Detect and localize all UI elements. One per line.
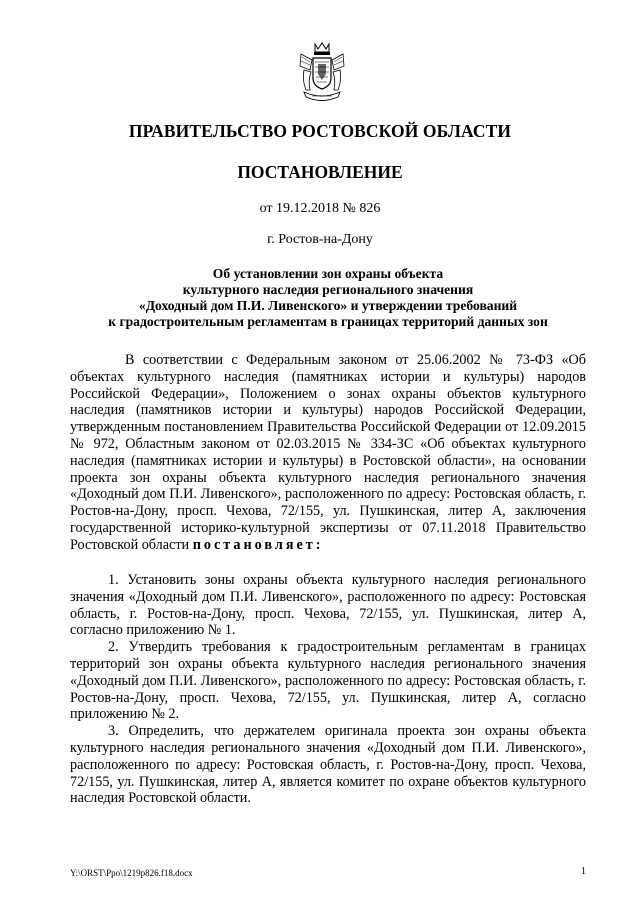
preamble bbox=[70, 352, 586, 554]
file-path: Y:\ORST\Ppo\1219p826.f18.docx bbox=[70, 868, 193, 878]
title-line: культурного наследия регионального значения bbox=[182, 282, 474, 297]
government-name: ПРАВИТЕЛЬСТВО РОСТОВСКОЙ ОБЛАСТИ bbox=[128, 121, 512, 141]
preamble-paragraph bbox=[70, 352, 586, 554]
title-line: к градостроительным регламентам в границах территорий данных зон bbox=[108, 314, 548, 329]
decree-item-1: 1. Установить зоны охраны объекта культурного наследия регионального значения «Доходный дом П.И. Ливенского», расположенного по адресу: Ростовская область, г. Ростов-на-Дону, просп. Чехова, 72/155, ул. Пушкинская, литер А, согласно приложению № 1. bbox=[70, 572, 586, 639]
resolves-word: постановляет: bbox=[192, 536, 324, 553]
preamble-text: В соответствии с Федеральным законом от 25.06.2002 № 73-ФЗ «Об объектах культурного наследия (памятниках истории и культуры) народов Российской Федерации», Положением о зонах охраны объектов культурного наследия (памятников истории и культуры) народов Российской Федерации, утвержденным постановлением Правительства Российской Федерации от 12.09.2015 № 972, Областным законом от 02.03.2015 № 334-ЗС «Об объектах культурного наследия (памятниках истории и культуры) в Ростовской области», на основании проекта зон охраны объекта культурного наследия регионального значения «Доходный дом П.И. Ливенского», расположенного по адресу: Ростовская область, г. Ростов-на-Дону, просп. Чехова, 72/155, ул. Пушкинская, литер А, заключения государственной историко-культурной экспертизы от 07.11.2018 Правительство Ростовской области bbox=[70, 352, 586, 553]
title-line: Об установлении зон охраны объекта bbox=[212, 266, 444, 281]
coat-of-arms-emblem bbox=[298, 40, 346, 106]
decree-item-2: 2. Утвердить требования к градостроительным регламентам в границах территорий зон охраны объекта культурного наследия регионального значения «Доходный дом П.И. Ливенского», расположенного по адресу: Ростовская область, г. Ростов-на-Дону, просп. Чехова, 72/155, ул. Пушкинская, литер А, согласно приложению № 2. bbox=[70, 639, 586, 723]
decree-items bbox=[70, 572, 586, 807]
date-number: от 19.12.2018 № 826 bbox=[259, 201, 381, 216]
decree-item-3: 3. Определить, что держателем оригинала проекта зон охраны объекта культурного наследия регионального значения «Доходный дом П.И. Ливенского», расположенного по адресу: Ростовская область, г. Ростов-на-Дону, просп. Чехова, 72/155, ул. Пушкинская, литер А, является комитет по охране объектов культурного наследия Ростовской области. bbox=[70, 723, 586, 807]
title-line: «Доходный дом П.И. Ливенского» и утверждении требований bbox=[138, 298, 518, 313]
document-title bbox=[70, 266, 586, 330]
document-type: ПОСТАНОВЛЕНИЕ bbox=[237, 162, 403, 182]
page-number: 1 bbox=[581, 866, 586, 877]
city: г. Ростов-на-Дону bbox=[267, 232, 373, 247]
